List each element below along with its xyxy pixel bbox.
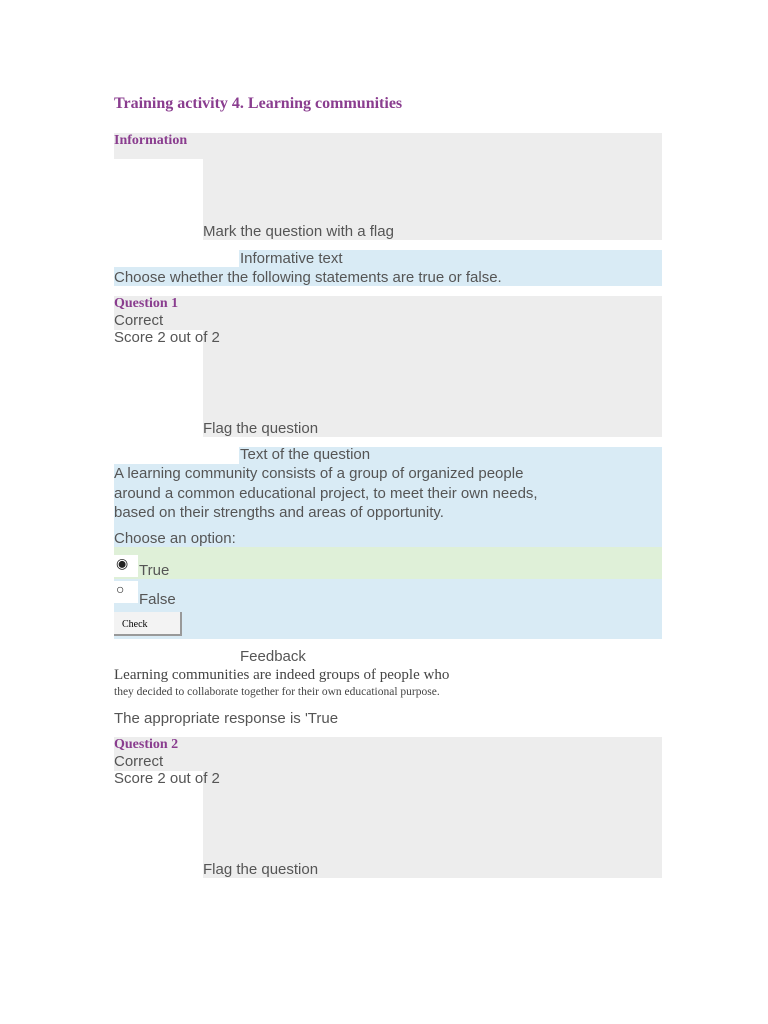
radio-true[interactable] xyxy=(114,555,138,577)
q1-question-text: A learning community consists of a group of organized people around a common educational project, to meet their own needs, based on their strengths and areas of opportunity. xyxy=(114,465,538,521)
q1-option-false-label[interactable]: False xyxy=(139,591,176,608)
q2-score: Score 2 out of 2 xyxy=(114,770,220,787)
q1-feedback-label: Feedback xyxy=(240,648,306,665)
q1-score: Score 2 out of 2 xyxy=(114,329,220,346)
question-1-content xyxy=(114,447,662,639)
q1-correct-answer: The appropriate response is 'True xyxy=(114,710,339,727)
q1-option-false[interactable] xyxy=(114,579,662,609)
q1-flag-link[interactable]: Flag the question xyxy=(203,420,319,437)
q1-prompt: Choose an option: xyxy=(114,530,236,547)
q1-side-column xyxy=(114,330,203,437)
q2-side-column xyxy=(114,771,203,878)
radio-unselected-icon: ○ xyxy=(116,581,125,597)
check-button[interactable]: Check xyxy=(114,612,182,636)
q2-flag-link[interactable]: Flag the question xyxy=(203,861,319,878)
question-1-info xyxy=(114,296,662,437)
q1-feedback-line2: they decided to collaborate together for their own educational purpose. xyxy=(114,686,440,698)
radio-false[interactable] xyxy=(114,581,138,603)
radio-selected-icon: ◉ xyxy=(116,555,129,571)
q2-heading: Question 2 xyxy=(114,737,179,752)
info-block xyxy=(114,133,662,240)
question-2-info xyxy=(114,737,662,878)
q1-heading: Question 1 xyxy=(114,296,179,311)
q1-status: Correct xyxy=(114,312,164,329)
q1-section-label: Text of the question xyxy=(240,446,371,463)
info-content xyxy=(114,250,662,286)
q1-option-true-label[interactable]: True xyxy=(139,562,170,579)
info-flag-link[interactable]: Mark the question with a flag xyxy=(203,223,394,240)
page-title: Training activity 4. Learning communities xyxy=(114,95,403,112)
info-heading: Information xyxy=(114,133,188,148)
q2-status: Correct xyxy=(114,753,164,770)
q1-option-true[interactable] xyxy=(114,547,662,579)
info-section-label: Informative text xyxy=(240,250,343,267)
info-body: Choose whether the following statements are true or false. xyxy=(114,269,502,286)
q1-feedback-line1: Learning communities are indeed groups of people who xyxy=(114,667,450,683)
info-side-column xyxy=(114,159,203,240)
